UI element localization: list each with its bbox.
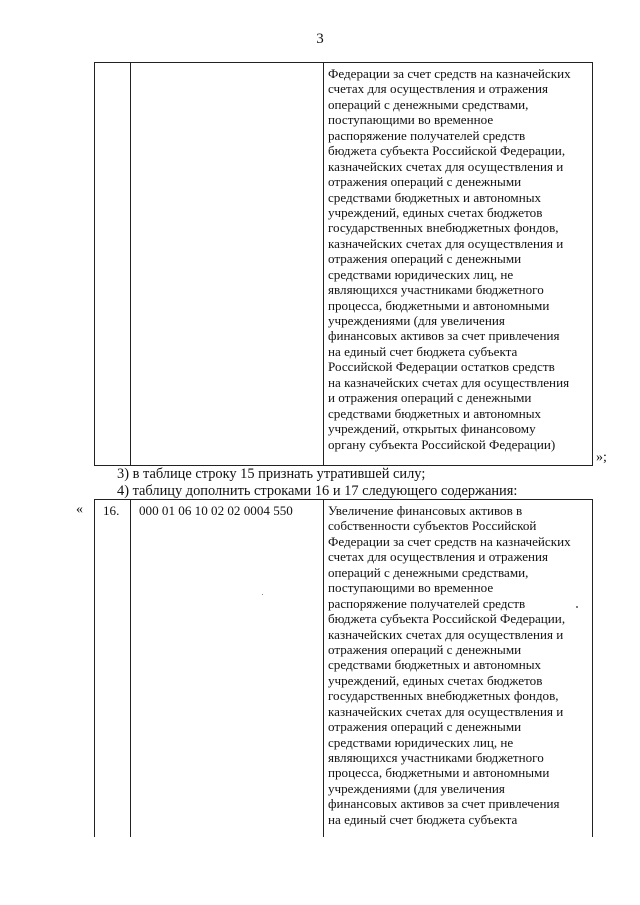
text-line: на казначейских счетах для осуществления: [328, 374, 570, 390]
text-line: отражения операций с денежными: [328, 174, 522, 190]
text-line: бюджета субъекта Российской Федерации,: [328, 143, 566, 159]
row-number: 16.: [103, 503, 120, 518]
text-line: органу субъекта Российской Федерации): [328, 436, 556, 452]
text-line: операций с денежными средствами,: [328, 564, 529, 580]
closing-quote-mark: »;: [596, 450, 607, 465]
amendment-item-3: 3) в таблице строку 15 признать утратившей силу;: [117, 466, 426, 482]
text-line: средствами бюджетных и автономных: [328, 189, 542, 205]
text-line: Увеличение финансовых активов в: [328, 503, 523, 518]
text-line: казначейских счетах для осуществления и: [328, 235, 564, 251]
budget-code: 000 01 06 10 02 02 0004 550: [139, 503, 293, 518]
scan-speck: [262, 594, 263, 595]
text-line: казначейских счетах для осуществления и: [328, 703, 564, 719]
code-cell: [131, 500, 324, 837]
row-number-cell: [95, 500, 131, 837]
text-line: учреждений, единых счетах бюджетов: [328, 672, 543, 688]
text-line: распоряжение получателей средств: [328, 127, 526, 143]
text-line: Федерации за счет средств на казначейских: [328, 66, 571, 81]
amendment-item-4: 4) таблицу дополнить строками 16 и 17 следующего содержания:: [117, 483, 518, 499]
text-line: процесса, бюджетными и автономными: [328, 765, 550, 781]
table-continuation: [94, 62, 593, 466]
text-line: государственных внебюджетных фондов,: [328, 220, 559, 236]
text-line: являющихся участниками бюджетного: [328, 750, 544, 765]
description-cell: [324, 500, 592, 837]
text-line: на единый счет бюджета субъекта: [328, 343, 518, 359]
text-line: финансовых активов за счет привлечения: [328, 796, 560, 812]
text-line: средствами бюджетных и автономных: [328, 657, 542, 673]
description-cell: [324, 63, 592, 465]
text-line: Российской Федерации остатков средств: [328, 359, 555, 375]
text-line: процесса, бюджетными и автономными: [328, 297, 550, 313]
text-line: средствами юридических лиц, не: [328, 266, 514, 282]
row-number-cell: [95, 63, 131, 465]
description-text: [328, 503, 590, 827]
text-line: учреждений, открытых финансовому: [328, 421, 536, 437]
text-line: распоряжение получателей средств: [328, 595, 526, 611]
text-line: отражения операций с денежными: [328, 641, 522, 657]
text-line: Федерации за счет средств на казначейских: [328, 533, 571, 549]
text-line: учреждениями (для увеличения: [328, 780, 505, 796]
text-line: поступающими во временное: [328, 112, 494, 128]
text-line: учреждений, единых счетах бюджетов: [328, 204, 543, 220]
text-line: государственных внебюджетных фондов,: [328, 688, 559, 704]
text-line: отражения операций с денежными: [328, 719, 522, 735]
text-line: счетах для осуществления и отражения: [328, 549, 549, 565]
page-number: 3: [316, 31, 324, 47]
description-text: [328, 66, 590, 452]
opening-quote-mark: «: [76, 502, 83, 517]
table-new-rows: [94, 499, 593, 837]
text-line: на единый счет бюджета субъекта: [328, 811, 518, 827]
text-line: поступающими во временное: [328, 580, 494, 596]
code-cell: [131, 63, 324, 465]
text-line: операций с денежными средствами,: [328, 96, 529, 112]
text-line: средствами бюджетных и автономных: [328, 405, 542, 421]
text-line: бюджета субъекта Российской Федерации,: [328, 611, 566, 627]
text-line: средствами юридических лиц, не: [328, 734, 514, 750]
text-line: финансовых активов за счет привлечения: [328, 328, 560, 344]
text-line: счетах для осуществления и отражения: [328, 81, 549, 97]
text-line: являющихся участниками бюджетного: [328, 282, 544, 298]
text-line: казначейских счетах для осуществления и: [328, 626, 564, 642]
text-line: отражения операций с денежными: [328, 251, 522, 267]
text-line: и отражения операций с денежными: [328, 390, 532, 406]
text-line: казначейских счетах для осуществления и: [328, 158, 564, 174]
text-line: собственности субъектов Российской: [328, 518, 537, 534]
scan-speck: [576, 606, 578, 608]
text-line: учреждениями (для увеличения: [328, 313, 505, 328]
